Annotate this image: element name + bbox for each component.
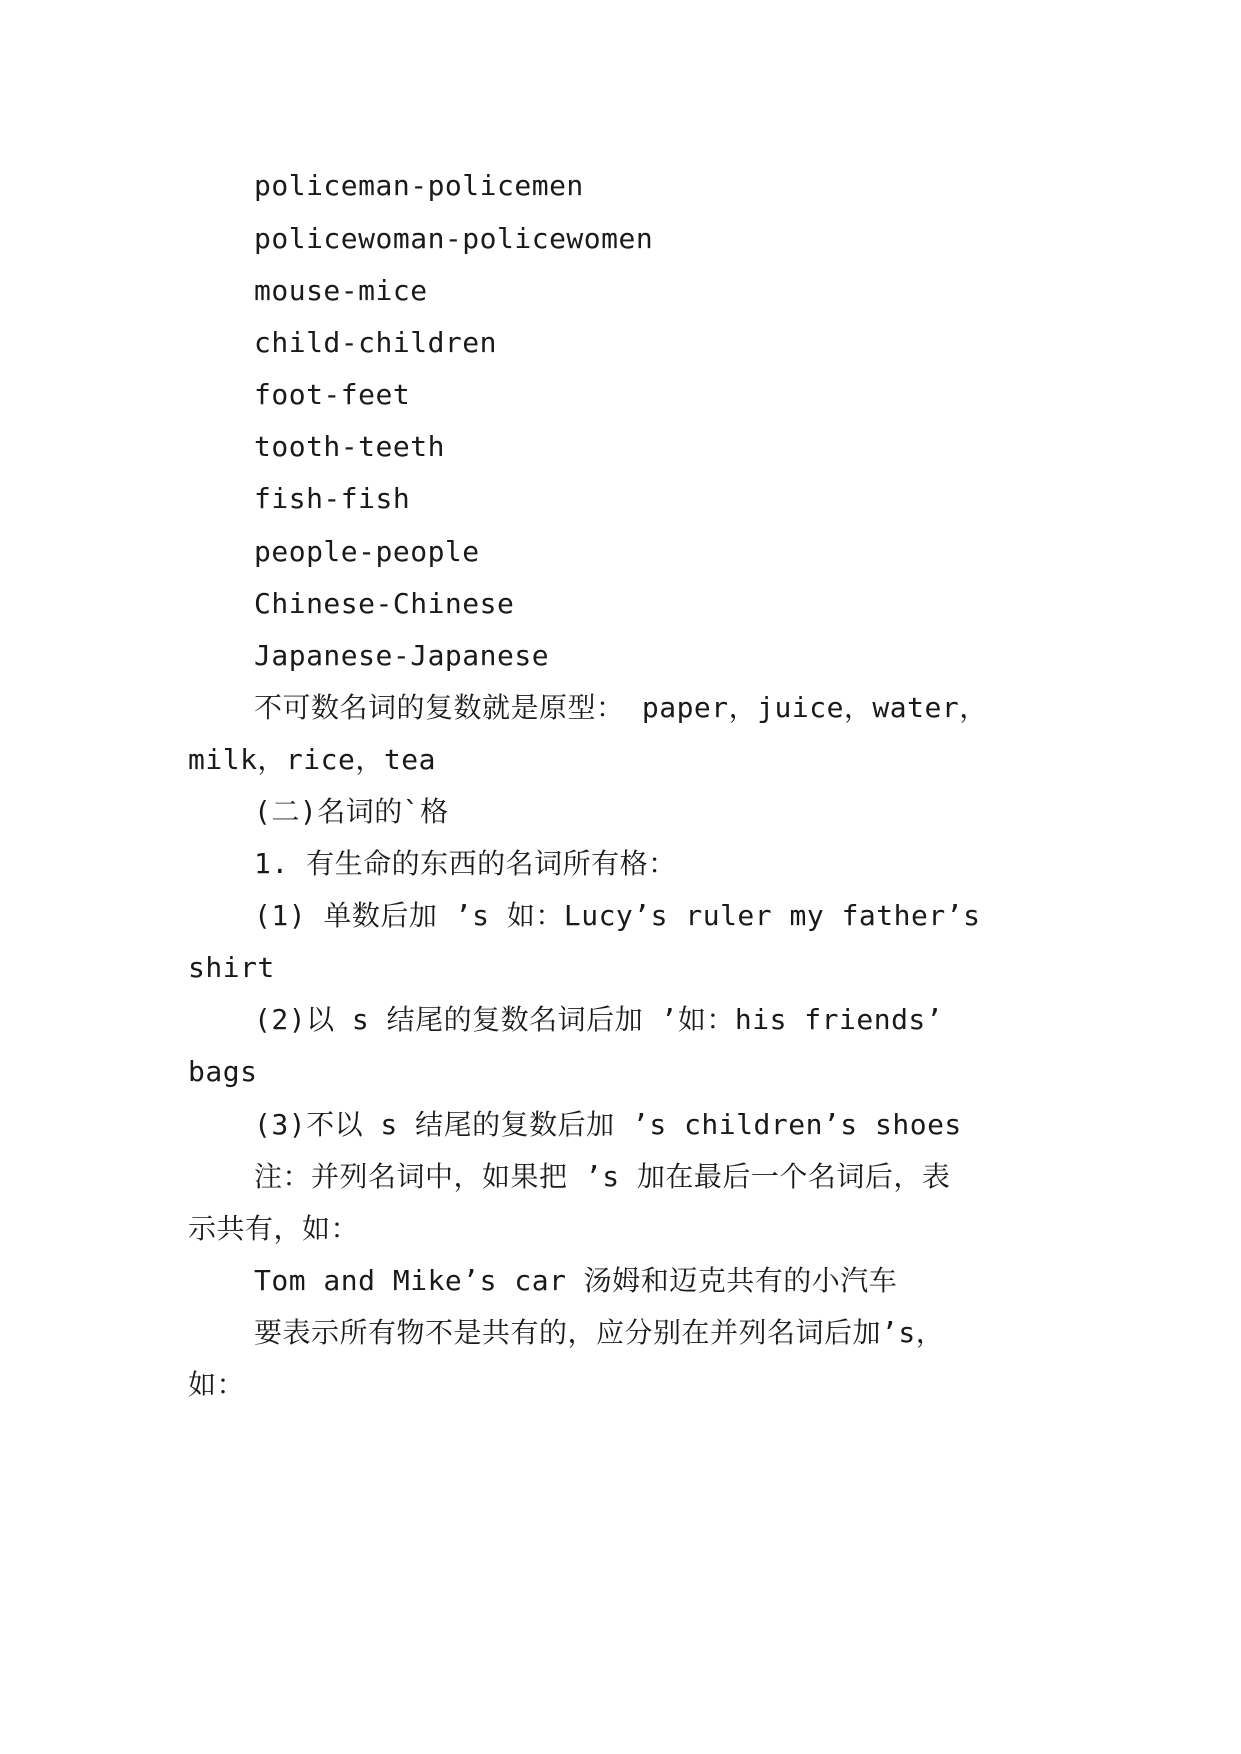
text-line: Chinese-Chinese (254, 587, 515, 620)
text-line: 要表示所有物不是共有的，应分别在并列名词后加’s， (254, 1316, 945, 1349)
text-line: mouse-mice (254, 274, 428, 307)
text-line: 注：并列名词中，如果把 ’s 加在最后一个名词后，表 (254, 1160, 951, 1193)
section-heading: (二)名词的`格 (254, 795, 449, 828)
text-line: policewoman-policewomen (254, 222, 654, 255)
text-line: Tom and Mike’s car 汤姆和迈克共有的小汽车 (254, 1264, 898, 1297)
text-line: fish-fish (254, 482, 411, 515)
text-line: foot-feet (254, 378, 411, 411)
text-line: 不可数名词的复数就是原型： paper，juice，water， (254, 691, 988, 724)
text-line: tooth-teeth (254, 430, 445, 463)
text-line: child-children (254, 326, 498, 359)
text-line: (2)以 s 结尾的复数名词后加 ’如：his friends’ (254, 1003, 944, 1036)
text-line: bags (188, 1055, 258, 1088)
text-line: Japanese-Japanese (254, 639, 550, 672)
text-line: people-people (254, 535, 480, 568)
text-line: 1. 有生命的东西的名词所有格： (254, 847, 677, 880)
text-line: (1) 单数后加 ’s 如：Lucy’s ruler my father’s (254, 899, 981, 932)
text-line: 如： (188, 1368, 246, 1401)
text-line: (3)不以 s 结尾的复数后加 ’s children’s shoes (254, 1108, 962, 1141)
text-line: milk，rice，tea (188, 743, 436, 776)
text-line: policeman-policemen (254, 169, 584, 202)
text-line: shirt (188, 951, 275, 984)
text-line: 示共有，如： (188, 1212, 360, 1245)
